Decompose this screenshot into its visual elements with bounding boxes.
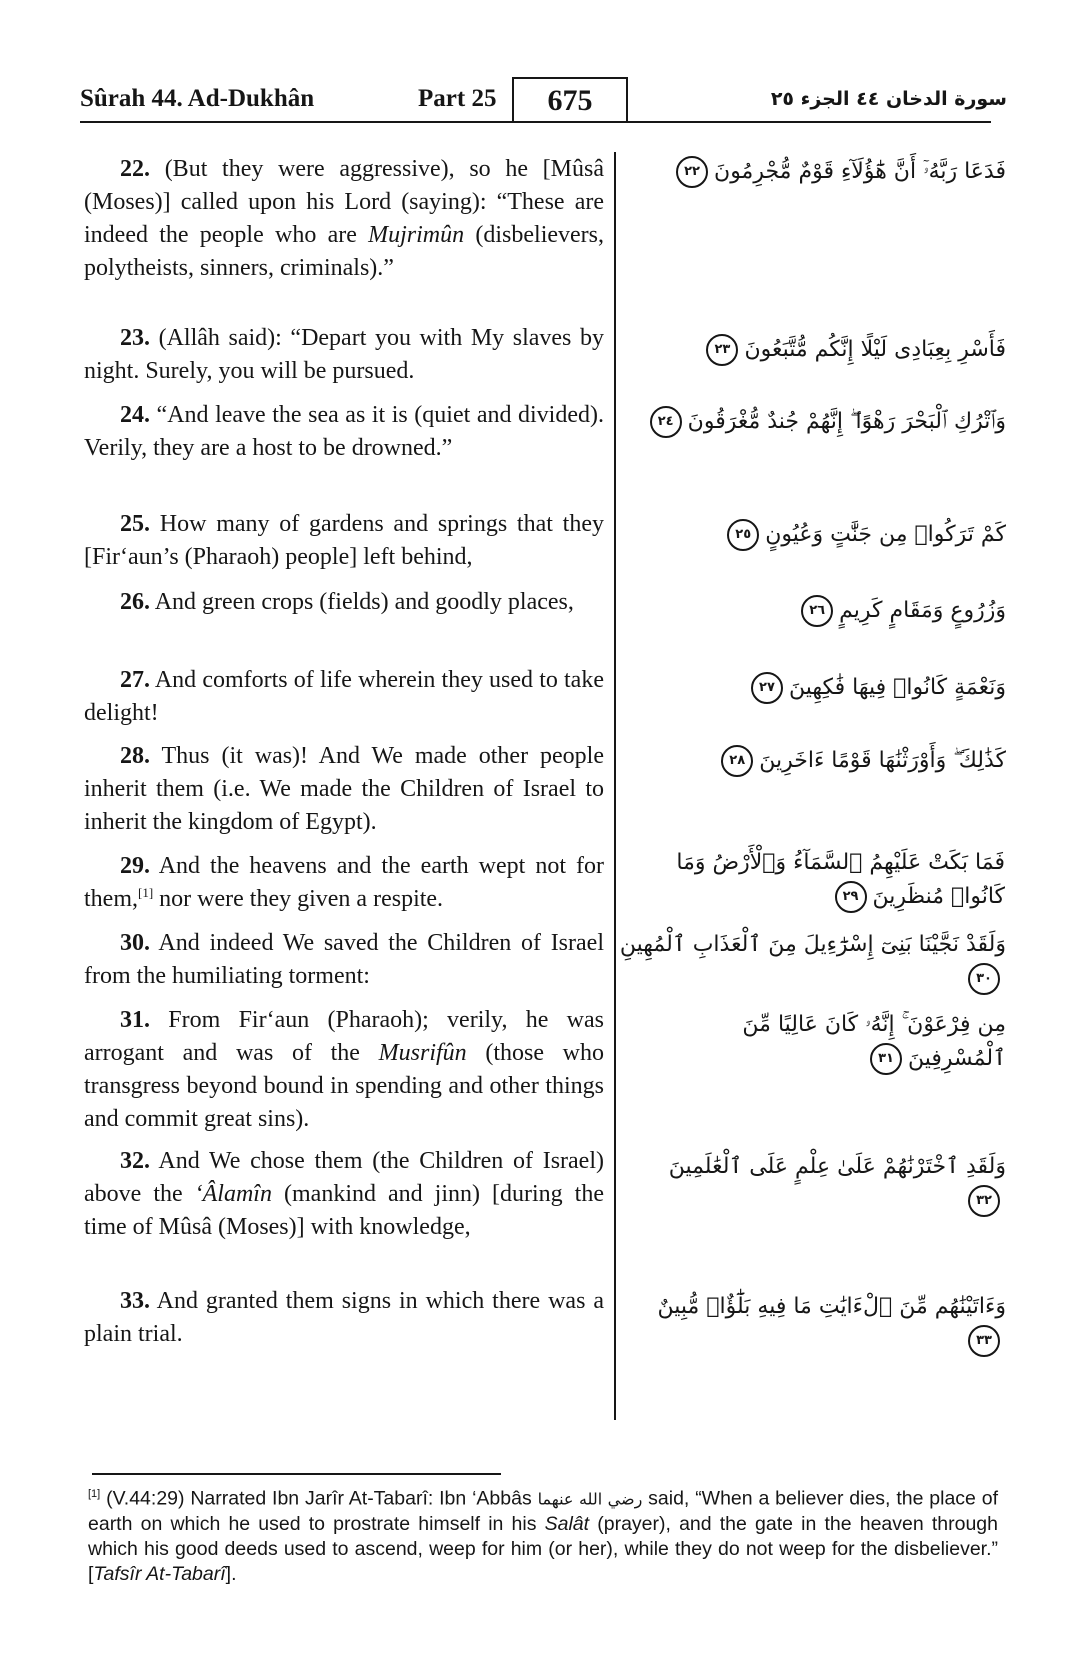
arabic-verse-25: كَمْ تَرَكُوا۟ مِن جَنَّٰتٍ وَعُيُونٍ٢٥	[640, 518, 1006, 552]
arabic-verse-30: وَلَقَدْ نَجَّيْنَا بَنِىٓ إِسْرَٰٓءِيلَ مِنَ ٱلْعَذَابِ ٱلْمُهِينِ٣٠	[608, 928, 1006, 996]
header-rule	[80, 121, 991, 123]
verse-26: 26. And green crops (fields) and goodly places,	[120, 589, 574, 615]
page-number: 675	[512, 77, 628, 121]
arabic-verse-23: فَأَسْرِ بِعِبَادِى لَيْلًا إِنَّكُم مُّتَّبَعُونَ٢٣	[640, 333, 1006, 367]
verse-23: 23. (Allâh said): “Depart you with My slaves by night. Surely, you will be pursued.	[84, 325, 604, 384]
ayah-marker: ٢٢	[676, 156, 708, 188]
footnote: [1] (V.44:29) Narrated Ibn Jarîr At-Tabarî: Ibn ‘Abbâs رضي الله عنهما said, “When a believer dies, the place of earth on which he used to prostrate himself in his Salât (prayer), and the gate in the heaven through which his good deeds used to ascend, weep for him (or her), while they do not weep for the disbeliever.” [Tafsîr At-Tabarî].	[88, 1487, 998, 1585]
arabic-header: سورة الدخان ٤٤ الجزء ٢٥	[770, 88, 1007, 110]
footnote-rule	[92, 1473, 501, 1475]
ayah-marker: ٣٣	[968, 1325, 1000, 1357]
verse-32: 32. And We chose them (the Children of Israel) above the ‘Âlamîn (mankind and jinn) [during the time of Mûsâ (Moses)] with knowledge,	[84, 1148, 604, 1240]
ayah-marker: ٣٠	[968, 963, 1000, 995]
arabic-verse-24: وَٱتْرُكِ ٱلْبَحْرَ رَهْوًا ۖ إِنَّهُمْ جُندٌ مُّغْرَقُونَ٢٤	[640, 405, 1006, 439]
verse-30: 30. And indeed We saved the Children of Israel from the humiliating torment:	[84, 930, 604, 989]
arabic-verse-26: وَزُرُوعٍ وَمَقَامٍ كَرِيمٍ٢٦	[640, 594, 1006, 628]
verse-27: 27. And comforts of life wherein they used to take delight!	[84, 667, 604, 726]
arabic-verse-22: فَدَعَا رَبَّهُۥٓ أَنَّ هَٰٓؤُلَآءِ قَوْمٌ مُّجْرِمُونَ٢٢	[640, 155, 1006, 189]
arabic-verse-27: وَنَعْمَةٍ كَانُوا۟ فِيهَا فَٰكِهِينَ٢٧	[640, 671, 1006, 705]
arabic-verse-28: كَذَٰلِكَ ۖ وَأَوْرَثْنَٰهَا قَوْمًا ءَاخَرِينَ٢٨	[640, 744, 1006, 778]
arabic-verse-29: فَمَا بَكَتْ عَلَيْهِمُ ٱلسَّمَآءُ وَٱلْأَرْضُ وَمَا كَانُوا۟ مُنظَرِينَ٢٩	[665, 846, 1005, 914]
ayah-marker: ٣٢	[968, 1185, 1000, 1217]
surah-title: Sûrah 44. Ad-Dukhân	[80, 85, 315, 112]
footnote-arabic: رضي الله عنهما	[537, 1489, 643, 1509]
ayah-marker: ٢٦	[801, 595, 833, 627]
ayah-marker: ٢٧	[751, 672, 783, 704]
ayah-marker: ٢٥	[727, 519, 759, 551]
ayah-marker: ٢٤	[650, 406, 682, 438]
column-divider	[614, 152, 616, 1420]
ayah-marker: ٣١	[870, 1043, 902, 1075]
verse-29: 29. And the heavens and the earth wept not for them,[1] nor were they given a respite.	[84, 853, 604, 912]
footnote-marker: [1]	[88, 1488, 101, 1500]
footnote-ref: [1]	[138, 885, 154, 900]
verse-31: 31. From Fir‘aun (Pharaoh); verily, he was arrogant and was of the Musrifûn (those who transgress beyond bound in spending and other things and commit great sins).	[84, 1007, 605, 1132]
ayah-marker: ٢٩	[835, 881, 867, 913]
part-label: Part 25	[418, 85, 497, 112]
verse-24: 24. “And leave the sea as it is (quiet and divided). Verily, they are a host to be drowned.”	[84, 402, 604, 461]
arabic-verse-33: وَءَاتَيْنَٰهُم مِّنَ ٱلْءَايَٰتِ مَا فِيهِ بَلَٰٓؤٌا۟ مُّبِينٌ٣٣	[640, 1290, 1006, 1358]
verse-28: 28. Thus (it was)! And We made other people inherit them (i.e. We made the Children of Israel to inherit the kingdom of Egypt).	[84, 743, 604, 835]
verse-22: 22. (But they were aggressive), so he [Mûsâ (Moses)] called upon his Lord (saying): “These are indeed the people who are Mujrimûn (disbelievers, polytheists, sinners, criminals).”	[84, 156, 604, 281]
arabic-verse-32: وَلَقَدِ ٱخْتَرْنَٰهُمْ عَلَىٰ عِلْمٍ عَلَى ٱلْعَٰلَمِينَ٣٢	[640, 1150, 1006, 1218]
verse-25: 25. How many of gardens and springs that they [Fir‘aun’s (Pharaoh) people] left behind,	[84, 511, 604, 570]
ayah-marker: ٢٣	[706, 334, 738, 366]
ayah-marker: ٢٨	[721, 745, 753, 777]
verse-33: 33. And granted them signs in which there was a plain trial.	[84, 1288, 604, 1347]
arabic-verse-31: مِن فِرْعَوْنَ ۚ إِنَّهُۥ كَانَ عَالِيًا مِّنَ ٱلْمُسْرِفِينَ٣١	[640, 1008, 1006, 1076]
